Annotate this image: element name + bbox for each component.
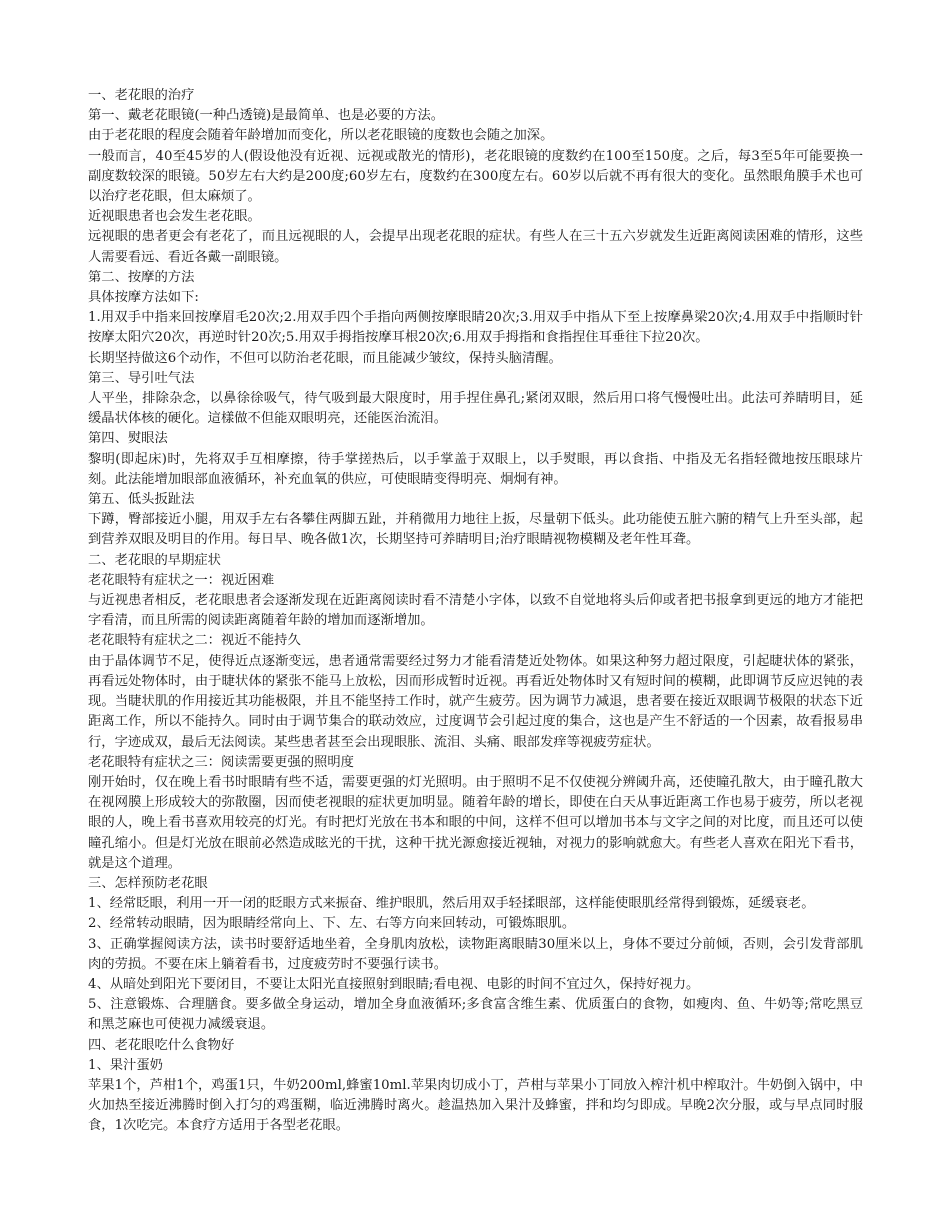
paragraph: 下蹲，臀部接近小腿，用双手左右各攀住两脚五趾，并稍微用力地往上扳，尽量朝下低头。此功能使五脏六腑的精气上升至头部，起到营养双眼及明目的作用。每日早、晚各做1次，长期坚持可养睛明目;治疗眼睛视物模糊及老年性耳聋。 — [88, 512, 863, 548]
paragraph: 长期坚持做这6个动作，不但可以防治老花眼，而且能减少皱纹，保持头脑清醒。 — [88, 350, 562, 366]
paragraph: 1.用双手中指来回按摩眉毛20次;2.用双手四个手指向两侧按摩眼睛20次;3.用双手中指从下至上按摩鼻梁20次;4.用双手中指顺时针按摩太阳穴20次，再逆时针20次;5.用双手拇指按摩耳根20次;6.用双手拇指和食指捏住耳垂往下拉20次。 — [88, 310, 863, 346]
document-body — [88, 86, 863, 1137]
paragraph: 5、注意锻炼、合理膳食。要多做全身运动，增加全身血液循环;多食富含维生素、优质蛋白的食物，如瘦肉、鱼、牛奶等;常吃黑豆和黑芝麻也可使视力减缓衰退。 — [88, 997, 863, 1033]
subsection-heading: 第三、导引吐气法 — [88, 370, 195, 386]
paragraph: 由于晶体调节不足，使得近点逐渐变远，患者通常需要经过努力才能看清楚近处物体。如果这种努力超过限度，引起睫状体的紧张，再看远处物体时，由于睫状体的紧张不能马上放松，因而形成暂时近视。再看近处物体时又有短时间的模糊，此即调节反应迟钝的表现。当睫状肌的作用接近其功能极限，并且不能坚持工作时，就产生疲劳。因为调节力减退，患者要在接近双眼调节极限的状态下近距离工作，所以不能持久。同时由于调节集合的联动效应，过度调节会引起过度的集合，这也是产生不舒适的一个因素，故看报易串行，字迹成双，最后无法阅读。某些患者甚至会出现眼胀、流泪、头痛、眼部发痒等视疲劳症状。 — [88, 653, 863, 750]
paragraph: 近视眼患者也会发生老花眼。 — [88, 209, 261, 225]
subsection-heading: 第二、按摩的方法 — [88, 269, 195, 285]
paragraph: 刚开始时，仅在晚上看书时眼睛有些不适，需要更强的灯光照明。由于照明不足不仅使视分辨阈升高，还使瞳孔散大，由于瞳孔散大在视网膜上形成较大的弥散圈，因而使老视眼的症状更加明显。随着年龄的增长，即使在白天从事近距离工作也易于疲劳，所以老视眼的人，晚上看书喜欢用较亮的灯光。有时把灯光放在书本和眼的中间，这样不但可以增加书本与文字之间的对比度，而且还可以使瞳孔缩小。但是灯光放在眼前必然造成眩光的干扰，这种干扰光源愈接近视轴，对视力的影响就愈大。有些老人喜欢在阳光下看书，就是这个道理。 — [88, 774, 863, 871]
subsection-heading: 1、果汁蛋奶 — [88, 1057, 163, 1073]
subsection-heading: 第四、熨眼法 — [88, 431, 168, 447]
section-heading: 一、老花眼的治疗 — [88, 88, 195, 103]
paragraph: 远视眼的患者更会有老花了，而且远视眼的人，会提早出现老花眼的症状。有些人在三十五六岁就发生近距离阅读困难的情形，这些人需要看远、看近各戴一副眼镜。 — [88, 229, 863, 265]
paragraph: 一般而言，40至45岁的人(假设他没有近视、远视或散光的情形)，老花眼镜的度数约在100至150度。之后，每3至5年可能要换一副度数较深的眼镜。50岁左右大约是200度;60岁左右，度数约在300度左右。60岁以后就不再有很大的变化。虽然眼角膜手术也可以治疗老花眼，但太麻烦了。 — [88, 148, 863, 205]
subsection-heading: 老花眼特有症状之三：阅读需要更强的照明度 — [88, 754, 354, 770]
paragraph: 4、从暗处到阳光下要闭目，不要让太阳光直接照射到眼睛;看电视、电影的时间不宜过久，保持好视力。 — [88, 976, 700, 992]
paragraph: 3、正确掌握阅读方法，读书时要舒适地坐着，全身肌肉放松，读物距离眼睛30厘米以上，身体不要过分前倾，否则，会引发背部肌肉的劳损。不要在床上躺着看书，过度疲劳时不要强行读书。 — [88, 936, 863, 972]
subsection-heading: 第一、戴老花眼镜(一种凸透镜)是最简单、也是必要的方法。 — [88, 108, 445, 124]
paragraph: 人平坐，排除杂念，以鼻徐徐吸气，待气吸到最大限度时，用手捏住鼻孔;紧闭双眼，然后用口将气慢慢吐出。此法可养睛明目，延缓晶状体核的硬化。這樣做不但能双眼明亮，还能医治流泪。 — [88, 391, 863, 427]
paragraph: 由于老花眼的程度会随着年龄增加而变化，所以老花眼镜的度数也会随之加深。 — [88, 128, 554, 144]
section-heading: 三、怎样预防老花眼 — [88, 875, 208, 891]
paragraph: 黎明(即起床)时，先将双手互相摩擦，待手掌搓热后，以手掌盖于双眼上，以手熨眼，再以食指、中指及无名指轻微地按压眼球片刻。此法能增加眼部血液循环，补充血氧的供应，可使眼睛变得明亮、炯炯有神。 — [88, 451, 863, 487]
subsection-heading: 第五、低头扳趾法 — [88, 492, 195, 508]
paragraph: 2、经常转动眼睛，因为眼睛经常向上、下、左、右等方向来回转动，可锻炼眼肌。 — [88, 916, 576, 932]
subsection-heading: 老花眼特有症状之二：视近不能持久 — [88, 633, 301, 649]
subsection-heading: 老花眼特有症状之一：视近困难 — [88, 572, 275, 588]
paragraph: 苹果1个，芦柑1个，鸡蛋1只，牛奶200ml,蜂蜜10ml.苹果肉切成小丁，芦柑与苹果小丁同放入榨汁机中榨取汁。牛奶倒入锅中，中火加热至接近沸腾时倒入打匀的鸡蛋糊，临近沸腾时离火。趁温热加入果汁及蜂蜜，拌和均匀即成。早晚2次分服，或与早点同时服食，1次吃完。本食疗方适用于各型老花眼。 — [88, 1077, 863, 1134]
paragraph: 具体按摩方法如下: — [88, 290, 199, 306]
section-heading: 四、老花眼吃什么食物好 — [88, 1037, 235, 1053]
paragraph: 与近视患者相反，老花眼患者会逐渐发现在近距离阅读时看不清楚小字体，以致不自觉地将头后仰或者把书报拿到更远的地方才能把字看清，而且所需的阅读距离随着年龄的增加而逐渐增加。 — [88, 593, 863, 629]
paragraph: 1、经常眨眼，利用一开一闭的眨眼方式来振奋、维护眼肌，然后用双手轻揉眼部，这样能使眼肌经常得到锻炼，延缓衰老。 — [88, 896, 815, 912]
section-heading: 二、老花眼的早期症状 — [88, 552, 221, 568]
